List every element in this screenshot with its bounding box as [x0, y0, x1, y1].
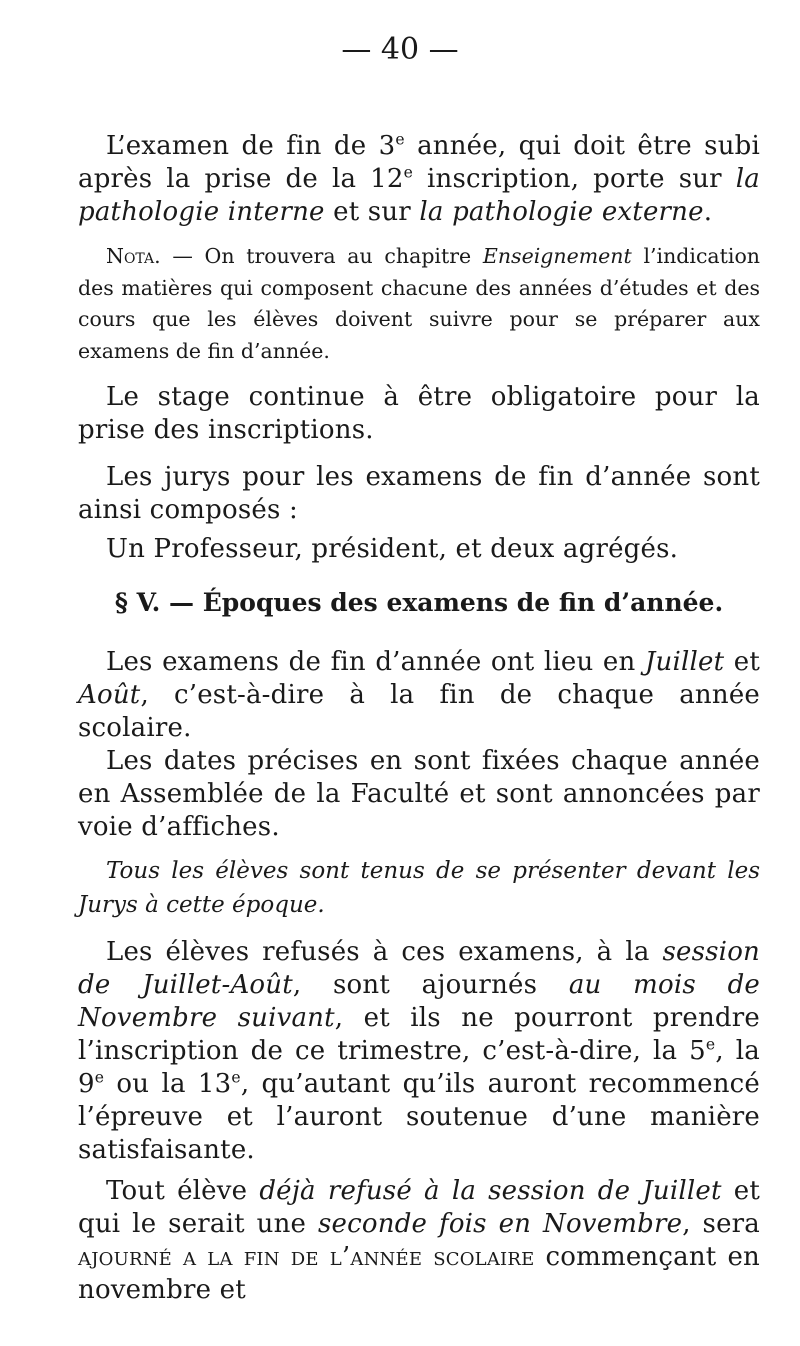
- section-heading: § V. — Époques des examens de fin d’année.: [114, 588, 724, 617]
- paragraph-exam-third-year: L’examen de fin de 3e année, qui doit être subi après la prise de la 12e inscription, porte sur la pathologie interne et sur la pathologie externe.: [78, 130, 760, 227]
- page-number: — 40 —: [341, 32, 459, 67]
- paragraph-exam-dates: Les examens de fin d’année ont lieu en Juillet et Août, c’est-à-dire à la fin de chaque année scolaire.: [78, 647, 760, 743]
- paragraph-all-students: Tous les élèves sont tenus de se présenter devant les Jurys à cette époque.: [78, 858, 760, 918]
- paragraph-second-refusal: Tout élève déjà refusé à la session de Juillet et qui le serait une seconde fois en Novembre, sera ajourné a la fin de l’année scolaire commençant en novembre et: [78, 1176, 761, 1305]
- paragraph-precise-dates: Les dates précises en sont fixées chaque année en Assemblée de la Faculté et sont annoncées par voie d’affiches.: [78, 746, 760, 842]
- note-paragraph: Nota. — On trouvera au chapitre Enseignement l’indication des matières qui composent chacune des années d’études et des cours que les élèves doivent suivre pour se préparer aux examens de fin d’année.: [78, 244, 760, 363]
- paragraph-jury-composition: Un Professeur, président, et deux agrégés.: [106, 534, 679, 564]
- paragraph-jurys: Les jurys pour les examens de fin d’année sont ainsi composés :: [78, 462, 760, 525]
- note-label: Nota: [106, 244, 155, 268]
- body-text: [78, 130, 760, 1307]
- paragraph-refused-students: Les élèves refusés à ces examens, à la session de Juillet-Août, sont ajournés au mois de Novembre suivant, et ils ne pourront prendre l’inscription de ce trimestre, c’est-à-dire, la 5e, la 9e ou la 13e, qu’autant qu’ils auront recommencé l’épreuve et l’auront soutenue d’une manière satisfaisante.: [78, 937, 761, 1165]
- paragraph-stage: Le stage continue à être obligatoire pour la prise des inscriptions.: [78, 382, 760, 445]
